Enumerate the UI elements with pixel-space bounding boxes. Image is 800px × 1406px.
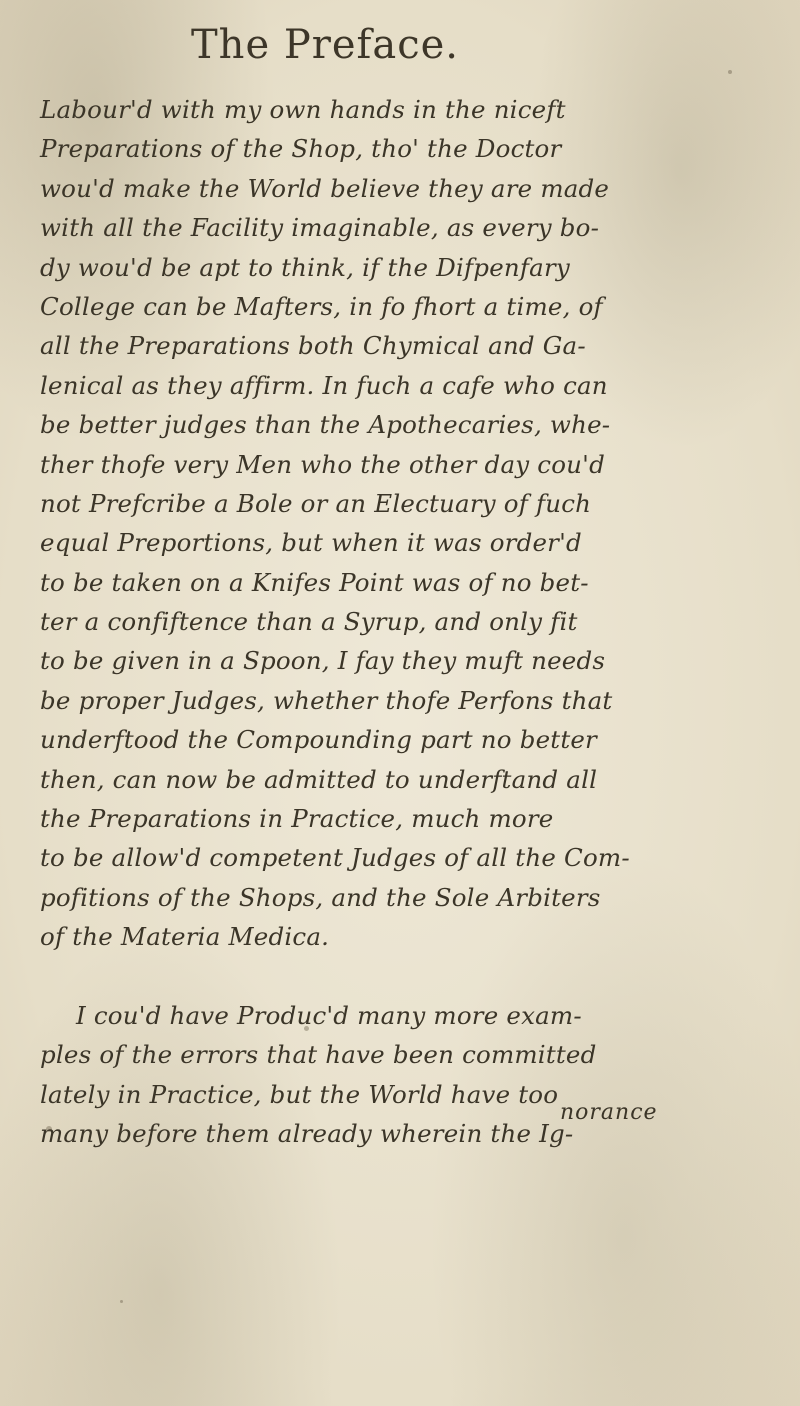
catchword: norance	[560, 1100, 658, 1125]
text-line: not Prefcribe a Bole or an Electuary of fuch	[40, 488, 592, 518]
text-line: all the Preparations both Chymical and Ga-	[40, 331, 586, 361]
text-line: many before them already wherein the Ig-	[40, 1119, 574, 1149]
text-line: Preparations of the Shop, tho' the Doctor	[40, 134, 562, 164]
text-line: to be taken on a Knifes Point was of no bet-	[40, 567, 589, 597]
paragraph-2	[40, 996, 740, 1154]
paragraph-1	[40, 90, 740, 957]
text-line: underftood the Compounding part no better	[40, 725, 597, 755]
paragraph-gap	[40, 957, 740, 996]
text-line: to be allow'd competent Judges of all the Com-	[40, 843, 630, 873]
text-line: ter a confiftence than a Syrup, and only fit	[40, 607, 578, 637]
text-line: of the Materia Medica.	[40, 922, 330, 952]
text-line: ther thofe very Men who the other day cou'd	[40, 449, 605, 479]
text-line: Labour'd with my own hands in the niceft	[40, 95, 566, 124]
text-line: with all the Facility imaginable, as every bo-	[40, 213, 600, 243]
text-line: College can be Mafters, in fo fhort a time, of	[40, 291, 603, 321]
text-line: I cou'd have Produc'd many more exam-	[76, 1000, 582, 1030]
page-header	[0, 22, 800, 68]
running-title: The Preface.	[191, 22, 459, 68]
text-line: lately in Practice, but the World have too	[40, 1079, 559, 1109]
text-line: pofitions of the Shops, and the Sole Arbiters	[40, 882, 601, 912]
paper-speck	[304, 1026, 309, 1031]
paper-speck	[46, 1126, 52, 1132]
body-text	[40, 90, 740, 1154]
text-line: ples of the errors that have been committed	[40, 1040, 597, 1070]
text-line: be proper Judges, whether thofe Perfons that	[40, 685, 613, 715]
text-line: wou'd make the World believe they are made	[40, 173, 610, 203]
text-line: then, can now be admitted to underftand all	[40, 764, 598, 794]
text-line: equal Preportions, but when it was order'd	[40, 528, 582, 558]
text-line: lenical as they affirm. In fuch a cafe who can	[40, 370, 608, 400]
text-line: to be given in a Spoon, I fay they muft needs	[40, 646, 606, 676]
paper-speck	[120, 1300, 123, 1303]
text-line: be better judges than the Apothecaries, whe-	[40, 410, 611, 440]
text-line: the Preparations in Practice, much more	[40, 804, 554, 834]
text-line: dy wou'd be apt to think, if the Difpenfary	[40, 252, 570, 282]
paper-speck	[728, 70, 732, 74]
